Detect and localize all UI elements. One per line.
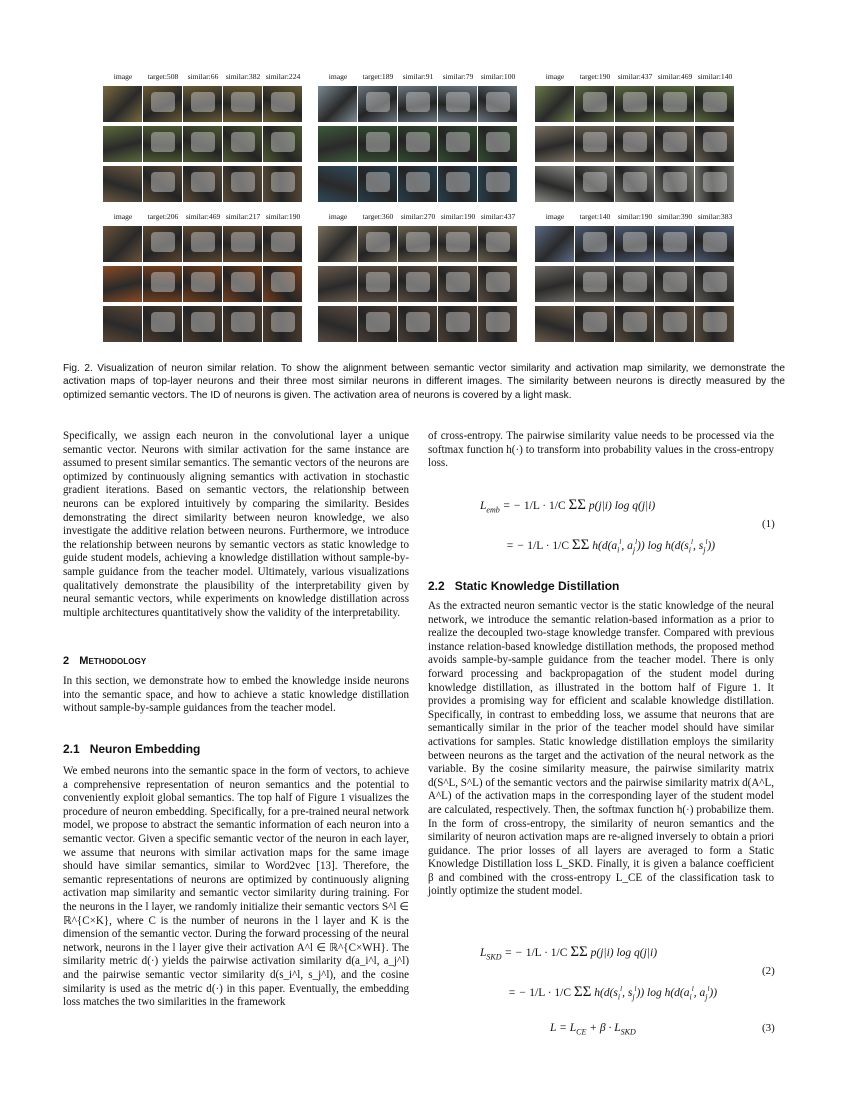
input-image-thumbnail (103, 166, 142, 202)
figure-caption: Fig. 2. Visualization of neuron similar relation. To show the alignment between semantic vector similarity and activation map similarity, we demonstrate the activation maps of top-layer neurons and their three most similar neurons in different images. The similarity between neurons is directly measured by the optimized semantic vectors. The ID of neurons is given. The activation area of neurons is covered by a light mask. (63, 363, 785, 401)
activation-map-thumbnail (655, 306, 694, 342)
activation-map-thumbnail (438, 166, 477, 202)
panel-row (535, 226, 735, 262)
activation-map-thumbnail (183, 266, 222, 302)
activation-map-thumbnail (478, 306, 517, 342)
column-label-neuron: target:189 (362, 72, 394, 81)
activation-map-thumbnail (263, 226, 302, 262)
column-label-neuron: similar:437 (617, 72, 653, 81)
activation-map-thumbnail (223, 86, 262, 122)
equation-3: $L = L_{CE} + \beta \cdot L_{SKD}$ (550, 1022, 636, 1037)
static-kd-paragraph (428, 600, 774, 899)
activation-map-thumbnail (358, 126, 397, 162)
activation-map-thumbnail (398, 266, 437, 302)
panel-row (535, 306, 735, 342)
equation-1-number: (1) (762, 518, 775, 530)
activation-map-thumbnail (143, 86, 182, 122)
column-label-neuron: target:206 (147, 212, 179, 221)
activation-map-thumbnail (478, 266, 517, 302)
panel-row (535, 166, 735, 202)
activation-map-thumbnail (183, 226, 222, 262)
activation-map-thumbnail (575, 266, 614, 302)
activation-map-thumbnail (143, 226, 182, 262)
activation-map-thumbnail (575, 126, 614, 162)
subsection-heading-neuron-embedding (63, 742, 200, 756)
column-label-image: image (113, 212, 133, 221)
input-image-thumbnail (535, 226, 574, 262)
activation-map-thumbnail (575, 166, 614, 202)
activation-map-thumbnail (438, 226, 477, 262)
panel-row (535, 266, 735, 302)
figure-panel (535, 211, 735, 342)
activation-map-thumbnail (695, 266, 734, 302)
panel-row (318, 86, 518, 122)
activation-map-thumbnail (223, 266, 262, 302)
subsection-number: 2.1 (63, 742, 80, 756)
activation-map-thumbnail (695, 126, 734, 162)
activation-map-thumbnail (655, 226, 694, 262)
activation-map-thumbnail (615, 306, 654, 342)
activation-map-thumbnail (615, 166, 654, 202)
section-number: 2 (63, 655, 70, 667)
subsection-number: 2.2 (428, 579, 445, 593)
equation-2-line-1: $L_{SKD}$ = − 1/L · 1/C ΣΣ p(j|i) log q(j|i) (480, 944, 658, 962)
column-label-neuron: similar:100 (480, 72, 516, 81)
activation-map-thumbnail (263, 126, 302, 162)
panel-row (535, 126, 735, 162)
column-label-neuron: similar:190 (265, 212, 301, 221)
activation-map-thumbnail (478, 166, 517, 202)
panel-row (103, 226, 303, 262)
activation-map-thumbnail (575, 86, 614, 122)
methodology-paragraph (63, 675, 409, 716)
intro-paragraph (63, 430, 409, 620)
activation-map-thumbnail (358, 226, 397, 262)
activation-map-thumbnail (398, 166, 437, 202)
activation-map-thumbnail (695, 306, 734, 342)
activation-map-thumbnail (223, 226, 262, 262)
column-label-image: image (545, 72, 565, 81)
input-image-thumbnail (318, 86, 357, 122)
activation-map-thumbnail (575, 226, 614, 262)
activation-map-thumbnail (695, 226, 734, 262)
figure-panel (535, 71, 735, 202)
activation-map-thumbnail (655, 166, 694, 202)
column-label-neuron: similar:469 (657, 72, 693, 81)
panel-header (103, 211, 303, 222)
panel-header (318, 71, 518, 82)
column-label-image: image (113, 72, 133, 81)
column-label-image: image (328, 72, 348, 81)
column-label-neuron: target:508 (147, 72, 179, 81)
column-label-neuron: similar:270 (400, 212, 436, 221)
neuron-embedding-text: We embed neurons into the semantic space in the form of vectors, to achieve a comprehensive representation of neuron semantics and the potential to conveniently exploit global semantics. The top half of Figure 1 visualizes the procedure of neuron embedding. Specifically, for a pre-trained neural network model, we propose to abstract the semantic information of each neuron into a semantic vector. Given a specific semantic vector of the neuron in each layer, we assume that neurons with similar activation maps for the same image should have similar semantics, similar to Word2vec [13]. Therefore, the semantic representations of neurons are optimized by continuously aligning activation map similarity and semantic vector similarity during training. For the neurons in the l layer, we randomly initialize their semantic vectors S^l ∈ ℝ^{C×K}, where C is the number of neurons in the l layer and K is the dimension of the semantic vector. During the forward processing of the neural network, neurons in the l layer give their activation A^l ∈ ℝ^{C×WH}. The similarity metric d(·) yields the pairwise activation similarity d(a_i^l, a_j^l) and the pairwise semantic vector similarity d(s_i^l, s_j^l), and the cosine similarity is used as the metric d(·) in this paper. Eventually, the embedding loss matches the two similarities in the framework (63, 765, 409, 1009)
activation-map-thumbnail (263, 166, 302, 202)
column-label-neuron: similar:190 (617, 212, 653, 221)
activation-map-thumbnail (478, 126, 517, 162)
panel-row (103, 306, 303, 342)
activation-map-thumbnail (615, 266, 654, 302)
activation-map-thumbnail (143, 306, 182, 342)
activation-map-thumbnail (263, 306, 302, 342)
column-label-neuron: similar:382 (225, 72, 261, 81)
panel-row (318, 266, 518, 302)
input-image-thumbnail (318, 226, 357, 262)
column-label-image: image (545, 212, 565, 221)
section-heading-methodology (63, 655, 146, 667)
activation-map-thumbnail (438, 86, 477, 122)
input-image-thumbnail (103, 226, 142, 262)
column-label-neuron: similar:437 (480, 212, 516, 221)
activation-map-thumbnail (695, 166, 734, 202)
activation-map-thumbnail (358, 86, 397, 122)
column-label-neuron: similar:140 (697, 72, 733, 81)
activation-map-thumbnail (398, 126, 437, 162)
intro-text: Specifically, we assign each neuron in the convolutional layer a unique semantic vector. Neurons with similar activation for the same instance are assumed to present similar semantics. The semantic vectors of the neurons are optimized by continuously aligning semantics with activation in stochastic gradient iterations. Based on semantic vectors, the relationship between neurons can be explored intuitively by comparing the similarity. Besides demonstrating the direct similarity between neuron knowledge, we also investigate the additive relation between neurons. Furthermore, we introduce the relationship between neurons by semantic vectors as static knowledge to guide student models, achieving a knowledge distillation without sample-by-sample guidance from the teacher model. Ultimately, various visualizations qualitatively demonstrate the plausibility of the interpretability given by neural semantic vectors, while experiments on knowledge distillation across multiple architectures quantitatively show the validity of the interpretability. (63, 430, 409, 619)
activation-map-thumbnail (263, 266, 302, 302)
activation-map-thumbnail (438, 126, 477, 162)
input-image-thumbnail (535, 266, 574, 302)
activation-map-thumbnail (478, 86, 517, 122)
activation-map-thumbnail (398, 226, 437, 262)
input-image-thumbnail (535, 306, 574, 342)
activation-map-thumbnail (398, 306, 437, 342)
activation-map-thumbnail (695, 86, 734, 122)
equation-3-number: (3) (762, 1022, 775, 1034)
panel-row (103, 86, 303, 122)
activation-map-thumbnail (358, 266, 397, 302)
continuation-text: of cross-entropy. The pairwise similarity value needs to be processed via the softmax function h(·) to transform into probability values in the cross-entropy loss. (428, 430, 774, 470)
input-image-thumbnail (103, 86, 142, 122)
column-label-neuron: similar:217 (225, 212, 261, 221)
column-label-neuron: similar:190 (440, 212, 476, 221)
column-label-neuron: similar:224 (265, 72, 301, 81)
continuation-paragraph (428, 430, 774, 471)
column-label-neuron: similar:390 (657, 212, 693, 221)
activation-map-thumbnail (223, 166, 262, 202)
activation-map-thumbnail (655, 86, 694, 122)
column-label-neuron: similar:66 (187, 72, 219, 81)
figure-panel (318, 71, 518, 202)
equation-2-number: (2) (762, 965, 775, 977)
column-label-neuron: similar:469 (185, 212, 221, 221)
column-label-image: image (328, 212, 348, 221)
activation-map-thumbnail (183, 166, 222, 202)
activation-map-thumbnail (615, 226, 654, 262)
column-label-neuron: target:140 (579, 212, 611, 221)
activation-map-thumbnail (438, 306, 477, 342)
panel-row (103, 266, 303, 302)
activation-map-thumbnail (615, 126, 654, 162)
activation-map-thumbnail (358, 166, 397, 202)
panel-header (535, 211, 735, 222)
column-label-neuron: similar:91 (402, 72, 434, 81)
input-image-thumbnail (318, 306, 357, 342)
panel-row (318, 306, 518, 342)
input-image-thumbnail (535, 126, 574, 162)
column-label-neuron: target:360 (362, 212, 394, 221)
column-label-neuron: similar:383 (697, 212, 733, 221)
input-image-thumbnail (318, 266, 357, 302)
panel-row (318, 126, 518, 162)
subsection-heading-static-kd (428, 579, 619, 593)
activation-map-thumbnail (143, 166, 182, 202)
activation-map-thumbnail (143, 126, 182, 162)
activation-map-thumbnail (438, 266, 477, 302)
equation-1-line-1: $L_{emb}$ = − 1/L · 1/C ΣΣ p(j|i) log q(j|i) (480, 497, 656, 515)
section-title: Methodology (79, 655, 147, 667)
methodology-text: In this section, we demonstrate how to embed the knowledge inside neurons into the semantic space, and how to achieve a static knowledge distillation without sample-by-sample guidances from the teacher model. (63, 675, 409, 715)
column-label-neuron: target:190 (579, 72, 611, 81)
subsection-title: Neuron Embedding (89, 742, 201, 756)
figure-panel (103, 211, 303, 342)
activation-map-thumbnail (398, 86, 437, 122)
input-image-thumbnail (103, 126, 142, 162)
panel-header (535, 71, 735, 82)
static-kd-text: As the extracted neuron semantic vector is the static knowledge of the neural network, we introduce the semantic relation-based information as a prior to realize the decoupled two-stage knowledge transfer. Compared with previous instance relation-based knowledge distillation methods, the proposed method avoids sample-by-sample guidance from the teacher model. There is only forward processing and backpropagation of the student model during knowledge distillation, as illustrated in the bottom half of Figure 1. It provides a promising way for efficient and scalable knowledge distillation. Specifically, in contrast to embedding loss, we assume that neurons that are semantically similar in the prior of the teacher model should have similar activations for samples. Static knowledge distillation employs the similarity between neurons as the target and the activation of the neural network as the variable. By the cosine similarity measure, the pairwise similarity matrix d(S^L, S^L) of the semantic vectors and the pairwise similarity matrix d(A^L, A^L) of the activation maps in the corresponding layer of the student model are calculated, respectively. Then, the softmax function h(·) probabilize them. In the form of cross-entropy, the similarity of neuron semantics and the similarity of neuron activation maps are re-aligned inversely to obtain a priori guidance. The prior losses of all layers are averaged to form a Static Knowledge Distillation loss L_SKD. Finally, it is given a balance coefficient β and combined with the cross-entropy L_CE of the classification task to jointly optimize the student model. (428, 600, 774, 898)
activation-map-thumbnail (223, 126, 262, 162)
panel-row (103, 166, 303, 202)
subsection-title: Static Knowledge Distillation (454, 579, 620, 593)
input-image-thumbnail (103, 306, 142, 342)
neuron-embedding-paragraph (63, 765, 409, 1010)
activation-map-thumbnail (183, 86, 222, 122)
input-image-thumbnail (103, 266, 142, 302)
activation-map-thumbnail (183, 306, 222, 342)
activation-map-thumbnail (478, 226, 517, 262)
panel-row (318, 226, 518, 262)
panel-row (103, 126, 303, 162)
activation-map-thumbnail (223, 306, 262, 342)
activation-map-thumbnail (575, 306, 614, 342)
input-image-thumbnail (535, 166, 574, 202)
activation-map-thumbnail (655, 126, 694, 162)
figure-panel (103, 71, 303, 202)
panel-header (318, 211, 518, 222)
column-label-neuron: similar:79 (442, 72, 474, 81)
activation-map-thumbnail (655, 266, 694, 302)
input-image-thumbnail (535, 86, 574, 122)
panel-row (318, 166, 518, 202)
activation-map-thumbnail (183, 126, 222, 162)
activation-map-thumbnail (263, 86, 302, 122)
equation-2-line-2: = − 1/L · 1/C ΣΣ $h(d(s_i^l$, $s_j^l$)) $\log h(d(a_i^l$, $a_j^l$)) (508, 984, 718, 1002)
figure-panel (318, 211, 518, 342)
panel-row (535, 86, 735, 122)
activation-map-thumbnail (143, 266, 182, 302)
activation-map-thumbnail (615, 86, 654, 122)
equation-1-line-2: = − 1/L · 1/C ΣΣ $h(d(a_i^l$, $a_j^l$)) $\log h(d(s_i^l$, $s_j^l$)) (506, 537, 716, 555)
panel-header (103, 71, 303, 82)
input-image-thumbnail (318, 166, 357, 202)
input-image-thumbnail (318, 126, 357, 162)
activation-map-thumbnail (358, 306, 397, 342)
